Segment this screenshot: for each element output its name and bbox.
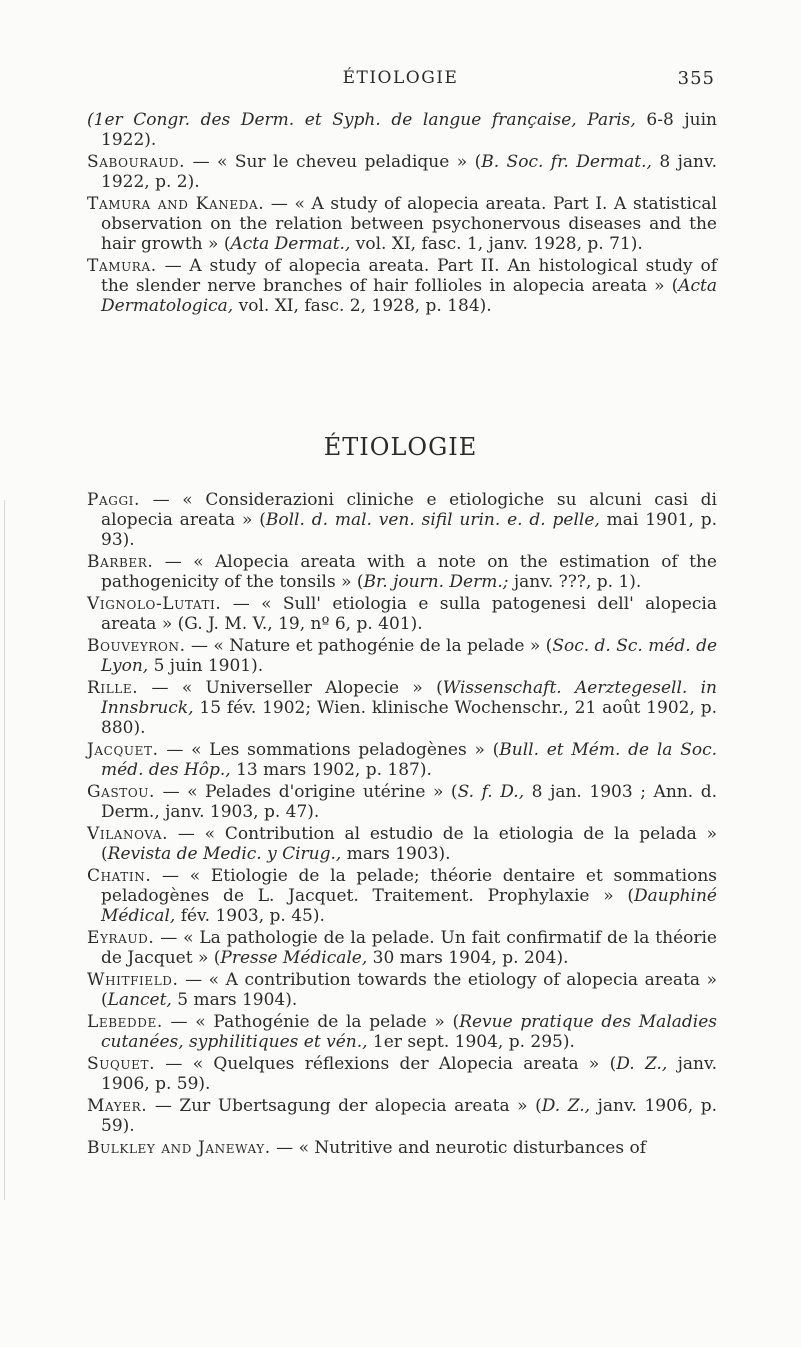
entry-text: — « Pelades d'origine utérine » ( [155,782,458,802]
entry-author: Tamura. [87,256,157,276]
entry-author: Vilanova. [87,824,169,844]
entry-details: vol. XI, fasc. 2, 1928, p. 184). [233,296,492,316]
entry-author: Chatin. [87,866,152,886]
entry-text: — « La pathologie de la pelade. Un fait confirmatif de la théorie de Jacquet » ( [101,928,717,968]
entry-text: — Zur Ubertsagung der alopecia areata » ( [147,1096,542,1116]
entry-source: Acta Dermat., [230,234,351,254]
entry-details: 15 fév. 1902; Wien. klinische Wochenschr., 21 août 1902, p. 880). [101,698,717,738]
entry-text: — A study of alopecia areata. Part II. An histological study of the slender nerve branches of hair follioles in alopecia areata » ( [101,256,717,296]
entry-text: — « Pathogénie de la pelade » ( [162,1012,460,1032]
bibliography-entry [87,970,717,1010]
entry-text: — « A study of alopecia areata. Part I. A statistical observation on the relation between psychonervous diseases and the hair growth » ( [101,194,717,254]
entry-source: D. Z., [541,1096,591,1116]
entry-details: mai 1901, p. 93). [101,510,718,550]
entry-author: Suquet. [87,1054,156,1074]
entry-author: Tamura and Kaneda. [87,194,265,214]
entry-source: B. Soc. fr. Dermat., [481,152,652,172]
bibliography-list [87,490,717,1160]
bibliography-entry [87,678,717,738]
entry-author: Sabouraud. [87,152,186,172]
bibliography-entry [87,1138,717,1158]
entry-text: — « Nutritive and neurotic disturbances of [270,1138,646,1158]
entry-details: 5 mars 1904). [171,990,298,1010]
entry-source: (1er Congr. des Derm. et Syph. de langue française, Paris, [87,110,636,130]
entry-text: — « Alopecia areata with a note on the estimation of the pathogenicity of the tonsils » ( [101,552,717,592]
bibliography-entry [87,594,717,634]
entry-source: Soc. d. Sc. méd. de Lyon, [101,636,718,676]
bibliography-entry [87,256,717,316]
bibliography-entry [87,824,717,864]
entry-details: janv. ???, p. 1). [508,572,642,592]
entry-author: Mayer. [87,1096,148,1116]
entry-text: — « A contribution towards the etiology of alopecia areata » ( [101,970,717,1010]
running-head [0,68,801,98]
entry-source: Br. journ. Derm.; [363,572,509,592]
bibliography-entry [87,1054,717,1094]
entry-source: S. f. D., [457,782,525,802]
entry-source: Dauphiné Médical, [101,886,717,926]
entry-text: — « Considerazioni cliniche e etiologiche su alcuni casi di alopecia areata » ( [101,490,717,530]
entry-details: vol. XI, fasc. 1, janv. 1928, p. 71). [350,234,643,254]
entry-text: — « Contribution al estudio de la etiologia de la pelada » ( [101,824,717,864]
entry-text: — « Universeller Alopecie » ( [138,678,443,698]
bibliography-entry [87,1096,717,1136]
entry-details: 6-8 juin 1922). [101,110,717,150]
entry-details: 8 jan. 1903 ; Ann. d. Derm., janv. 1903, p. 47). [101,782,717,822]
entry-text: — « Sull' etiologia e sulla patogenesi dell' alopecia areata » (G. J. M. V., 19, nº 6, p. 401). [101,594,717,634]
entry-author: Barber. [87,552,154,572]
bibliography-entry [87,110,717,150]
entry-author: Eyraud. [87,928,155,948]
entry-source: Wissenschaft. Aerztegesell. in Innsbruck, [101,678,717,718]
entry-author: Rille. [87,678,139,698]
bibliography-entry [87,152,717,192]
page-number: 355 [677,68,715,89]
bibliography-continued [87,110,717,318]
entry-details: 8 janv. 1922, p. 2). [101,152,717,192]
bibliography-entry [87,866,717,926]
entry-author: Whitfield. [87,970,179,990]
entry-text: — « Les sommations peladogènes » ( [158,740,500,760]
bibliography-entry [87,636,717,676]
entry-source: Presse Médicale, [220,948,368,968]
bibliography-entry [87,782,717,822]
entry-source: D. Z., [616,1054,668,1074]
entry-details: 5 juin 1901). [148,656,264,676]
entry-details: fév. 1903, p. 45). [175,906,325,926]
entry-details: 1er sept. 1904, p. 295). [367,1032,575,1052]
bibliography-entry [87,194,717,254]
entry-details: janv. 1906, p. 59). [101,1096,717,1136]
entry-details: 30 mars 1904, p. 204). [367,948,569,968]
entry-author: Bouveyron. [87,636,186,656]
entry-author: Gastou. [87,782,156,802]
page-edge-shadow [4,500,5,1200]
entry-text: — « Etiologie de la pelade; théorie dentaire et sommations peladogènes de L. Jacquet. Traitement. Prophylaxie » ( [101,866,717,906]
entry-source: Lancet, [107,990,172,1010]
bibliography-entry [87,740,717,780]
entry-author: Bulkley and Janeway. [87,1138,271,1158]
entry-source: Revista de Medic. y Cirug., [107,844,342,864]
entry-details: 13 mars 1902, p. 187). [230,760,432,780]
entry-details: mars 1903). [341,844,451,864]
bibliography-entry [87,1012,717,1052]
section-heading: ÉTIOLOGIE [323,433,478,461]
entry-author: Paggi. [87,490,141,510]
entry-author: Vignolo-Lutati. [87,594,222,614]
bibliography-entry [87,490,717,550]
entry-author: Lebedde. [87,1012,163,1032]
entry-details: janv. 1906, p. 59). [101,1054,717,1094]
entry-source: Acta Dermatologica, [101,276,717,316]
entry-text: — « Sur le cheveu peladique » ( [185,152,482,172]
entry-source: Bull. et Mém. de la Soc. méd. des Hôp., [101,740,717,780]
entry-text: — « Nature et pathogénie de la pelade » ( [185,636,553,656]
entry-source: Boll. d. mal. ven. sifil urin. e. d. pelle, [265,510,600,530]
entry-author: Jacquet. [87,740,159,760]
bibliography-entry [87,552,717,592]
bibliography-entry [87,928,717,968]
entry-text: — « Quelques réflexions der Alopecia areata » ( [155,1054,617,1074]
running-head-title: ÉTIOLOGIE [342,68,459,88]
entry-source: Revue pratique des Maladies cutanées, syphilitiques et vén., [101,1012,717,1052]
